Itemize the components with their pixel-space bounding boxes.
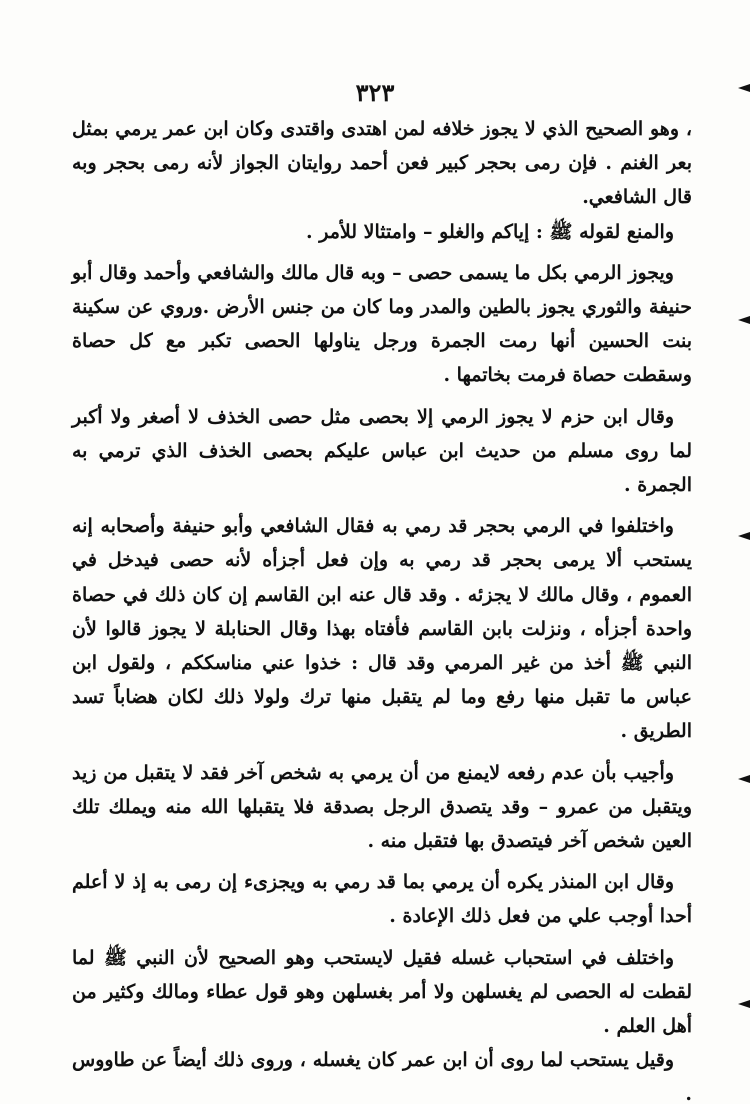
paragraph [72, 400, 692, 503]
paragraph-text: وقيل يستحب لما روى أن ابن عمر كان يغسله ، وروى ذلك أيضاً عن طاووس . [72, 1049, 692, 1106]
margin-mark-icon [738, 775, 750, 783]
paragraph-text: وقال ابن حزم لا يجوز الرمي إلا بحصى مثل حصى الخذف لا أصغر ولا أكبر لما روى مسلم من حديث ابن عباس عليكم بحصى الخذف الذي ترمي به الجمرة . [72, 405, 692, 497]
paragraph [72, 509, 692, 748]
paragraph-text: واختلف في استحباب غسله فقيل لايستحب وهو الصحيح لأن النبي ﷺ لما لقطت له الحصى لم يغسلهن ولا أمر بغسلهن وهو قول عطاء ومالك وكثير من أهل العلم . [72, 946, 692, 1038]
paragraph-text: وقال ابن المنذر يكره أن يرمي بما قد رمي به ويجزىء إن رمى به إذ لا أعلم أحدا أوجب علي من فعل ذلك الإعادة . [72, 871, 692, 928]
paragraph [72, 112, 692, 215]
paragraph [72, 215, 692, 249]
paragraph-text: ، وهو الصحيح الذي لا يجوز خلافه لمن اهتدى واقتدى وكان ابن عمر يرمي بمثل بعر الغنم . فإن رمى بحجر كبير فعن أحمد روايتان الجواز لأنه رمى بحجر وبه قال الشافعي. [72, 118, 692, 209]
paragraph-text: وأجيب بأن عدم رفعه لايمنع من أن يرمي به شخص آخر فقد لا يتقبل من زيد ويتقبل من عمرو – وقد يتصدق الرجل بصدقة فلا يتقبلها الله منه ويملك تلك العين شخص آخر فيتصدق بها فتقبل منه . [72, 761, 692, 853]
paragraph [72, 256, 692, 393]
margin-mark-icon [738, 316, 750, 324]
paragraph [72, 756, 692, 859]
paragraph [72, 865, 692, 933]
paragraph-text: والمنع لقوله ﷺ : إياكم والغلو – وامتثالا للأمر . [306, 220, 674, 243]
paragraph [72, 1043, 692, 1111]
body-text [72, 112, 692, 1112]
margin-mark-icon [738, 1000, 750, 1008]
paragraph [72, 941, 692, 1044]
page-number: ٣٢٣ [355, 78, 395, 107]
margin-mark-icon [738, 532, 750, 540]
paragraph-text: ويجوز الرمي بكل ما يسمى حصى – وبه قال مالك والشافعي وأحمد وقال أبو حنيفة والثوري يجوز بالطين والمدر وما كان من جنس الأرض .وروي عن سكينة بنت الحسين أنها رمت الجمرة ورجل يناولها الحصى تكبر مع كل حصاة وسقطت حصاة فرمت بخاتمها . [72, 261, 692, 387]
paragraph-text: واختلفوا في الرمي بحجر قد رمي به فقال الشافعي وأبو حنيفة وأصحابه إنه يستحب ألا يرمى بحجر قد رمي به وإن فعل أجزأه لأنه حصى فيدخل في العموم ، وقال مالك لا يجزئه . وقد قال عنه ابن القاسم إن كان ذلك في حصاة واحدة أجزأه ، ونزلت بابن القاسم فأفتاه بهذا وقال الحنابلة لا يجوز قالوا لأن النبي ﷺ أخذ من غير المرمي وقد قال : خذوا عني مناسككم ، ولقول ابن عباس ما تقبل منها رفع وما لم يتقبل منها ترك ولولا ذلك لكان هضاباً تسد الطريق . [72, 515, 692, 743]
